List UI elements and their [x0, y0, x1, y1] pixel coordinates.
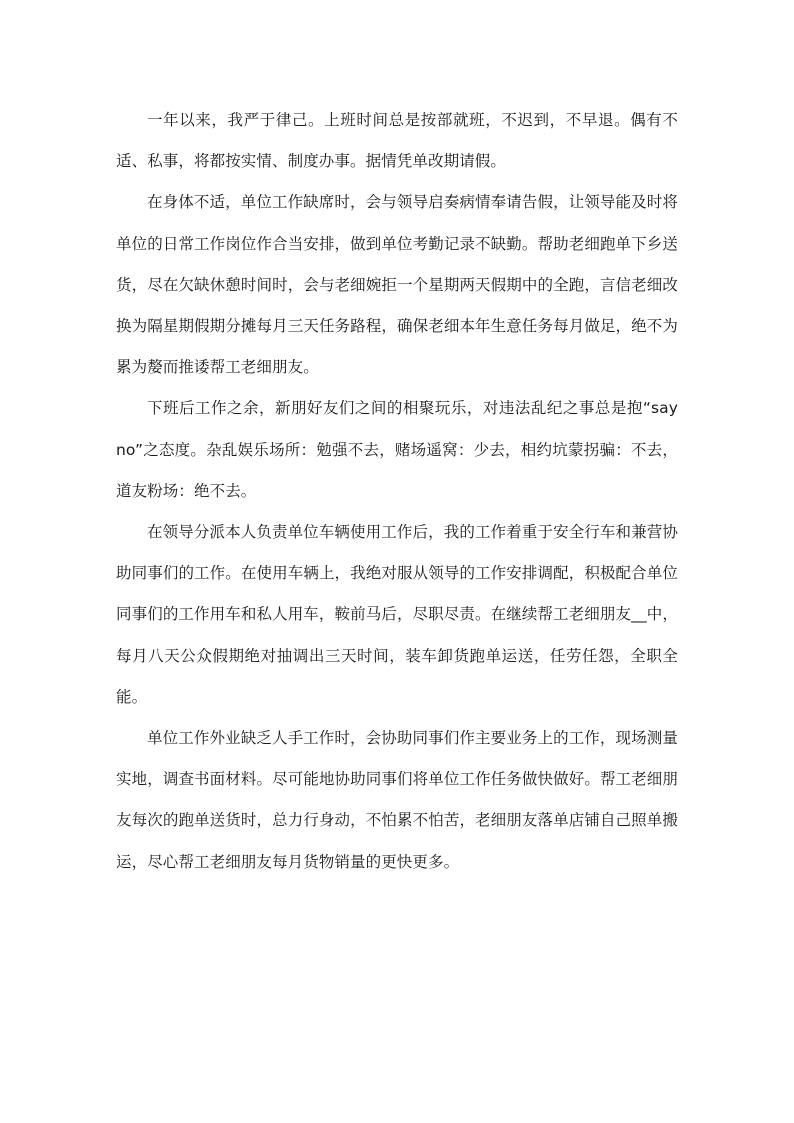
paragraph-field-assistance: 单位工作外业缺乏人手工作时，会协助同事们作主要业务上的工作，现场测量实地，调查书面材料。尽可能地协助同事们将单位工作任务做快做好。帮工老细朋友每次的跑单送货时，总力行身动，不怕累不怕苦，老细朋友落单店铺自己照单搬运，尽心帮工老细朋友每月货物销量的更快更多。: [116, 729, 678, 871]
paragraph-vehicle-duty: 在领导分派本人负责单位车辆使用工作后，我的工作着重于安全行车和兼营协助同事们的工作。在使用车辆上，我绝对服从领导的工作安排调配，积极配合单位同事们的工作用车和私人用车，鞍前马后，尽职尽责。在继续帮工老细朋友__中，每月八天公众假期绝对抽调出三天时间，装车卸货跑单运送，任劳任怨，全职全能。: [116, 523, 678, 706]
paragraph-leave-and-help: 在身体不适，单位工作缺席时，会与领导启奏病情奉请告假，让领导能及时将单位的日常工作岗位作合当安排，做到单位考勤记录不缺勤。帮助老细跑单下乡送货，尽在欠缺休憩时间时，会与老细婉拒一个星期两天假期中的全跑，言信老细改换为隔星期假期分摊每月三天任务路程，确保老细本年生意任务每月做足，绝不为累为嫠而推诿帮工老细朋友。: [116, 193, 678, 377]
paragraph-after-work-conduct: 下班后工作之余，新朋好友们之间的相聚玩乐，对违法乱纪之事总是抱“say no”之态度。杂乱娱乐场所：勉强不去，赌场遥窝：少去，相约坑蒙拐骗：不去，道友粉场：绝不去。: [116, 399, 678, 500]
paragraph-discipline: 一年以来，我严于律己。上班时间总是按部就班，不迟到，不早退。偶有不适、私事，将都按实情、制度办事。据情凭单改期请假。: [116, 111, 678, 171]
document-body: [116, 100, 678, 883]
